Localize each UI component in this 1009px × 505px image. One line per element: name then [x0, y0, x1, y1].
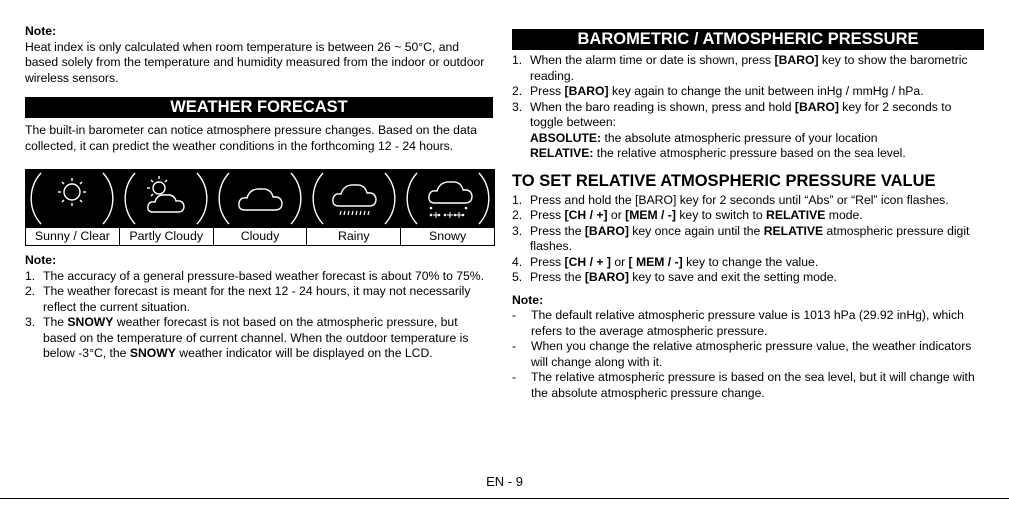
note-title: Note:: [25, 253, 57, 267]
list-item: 1. Press and hold the [BARO] key for 2 seconds until “Abs” or “Rel” icon flashes.: [512, 192, 949, 207]
rain-cloud-icon: [307, 170, 401, 228]
forecast-label: Snowy: [401, 228, 495, 246]
forecast-intro: The built-in barometer can notice atmosphere pressure changes. Based on the data collected, it can predict the weather conditions in the forthcoming 12 - 24 hours.: [25, 123, 477, 153]
left-column: [25, 24, 493, 362]
list-item: 2. Press [CH / +] or [MEM / -] key to switch to RELATIVE mode.: [512, 208, 863, 222]
page-number: EN - 9: [486, 474, 523, 489]
list-item: 2. The weather forecast is meant for the next 12 - 24 hours, it may not necessarily reflect the current situation.: [25, 284, 471, 314]
list-item: 3. The SNOWY weather forecast is not based on the atmospheric pressure, but based on the temperature of current channel. When the outdoor temperature is below -3°C, the SNOWY weather indicator will be displayed on the LCD.: [25, 315, 469, 360]
weather-forecast-banner: WEATHER FORECAST: [25, 97, 493, 118]
list-item: 2. Press [BARO] key again to change the unit between inHg / mmHg / hPa.: [512, 84, 924, 98]
bottom-divider: [0, 498, 1009, 499]
list-item: - When you change the relative atmospheric pressure value, the weather indicators will change along with it.: [512, 339, 972, 369]
sun-cloud-icon: [119, 170, 213, 228]
forecast-label: Rainy: [307, 228, 401, 246]
note-title: Note:: [25, 24, 57, 38]
list-item: 1. When the alarm time or date is shown, press [BARO] key to show the barometric reading.: [512, 53, 968, 83]
list-item: 5. Press the [BARO] key to save and exit the setting mode.: [512, 270, 837, 284]
list-item: - The relative atmospheric pressure is based on the sea level, but it will change with the absolute atmospheric pressure change.: [512, 370, 975, 400]
forecast-label: Cloudy: [213, 228, 307, 246]
list-item: - The default relative atmospheric pressure value is 1013 hPa (29.92 inHg), which refers to the average atmospheric pressure.: [512, 308, 964, 338]
list-item: 1. The accuracy of a general pressure-based weather forecast is about 70% to 75%.: [25, 268, 485, 283]
relative-definition: RELATIVE: the relative atmospheric pressure based on the sea level.: [530, 146, 906, 160]
note-title: Note:: [512, 292, 544, 307]
list-item: 3. Press the [BARO] key once again until the RELATIVE atmospheric pressure digit flashes.: [512, 223, 970, 253]
forecast-label: Partly Cloudy: [119, 228, 213, 246]
set-relative-pressure-heading: TO SET RELATIVE ATMOSPHERIC PRESSURE VALUE: [512, 171, 936, 190]
snow-cloud-icon: [401, 170, 495, 228]
right-column: [512, 29, 984, 401]
list-item: 3. When the baro reading is shown, press and hold [BARO] key for 2 seconds to toggle between: ABSOLUTE: the absolute atmospheric pressure of your location RELATIVE: the relative atmospheric pressure based on the sea level.: [512, 100, 984, 162]
sun-icon: [26, 170, 120, 228]
forecast-label: Sunny / Clear: [26, 228, 120, 246]
absolute-definition: ABSOLUTE: the absolute atmospheric pressure of your location: [530, 130, 878, 145]
barometric-pressure-banner: BAROMETRIC / ATMOSPHERIC PRESSURE: [512, 29, 984, 50]
forecast-icons-table: [25, 169, 495, 246]
heat-index-note: Heat index is only calculated when room temperature is between 26 ~ 50°C, and based solely from the temperature and humidity measured from the indoor or outdoor wireless sensors.: [25, 39, 485, 85]
cloud-icon: [213, 170, 307, 228]
list-item: 4. Press [CH / + ] or [ MEM / -] key to change the value.: [512, 254, 819, 269]
